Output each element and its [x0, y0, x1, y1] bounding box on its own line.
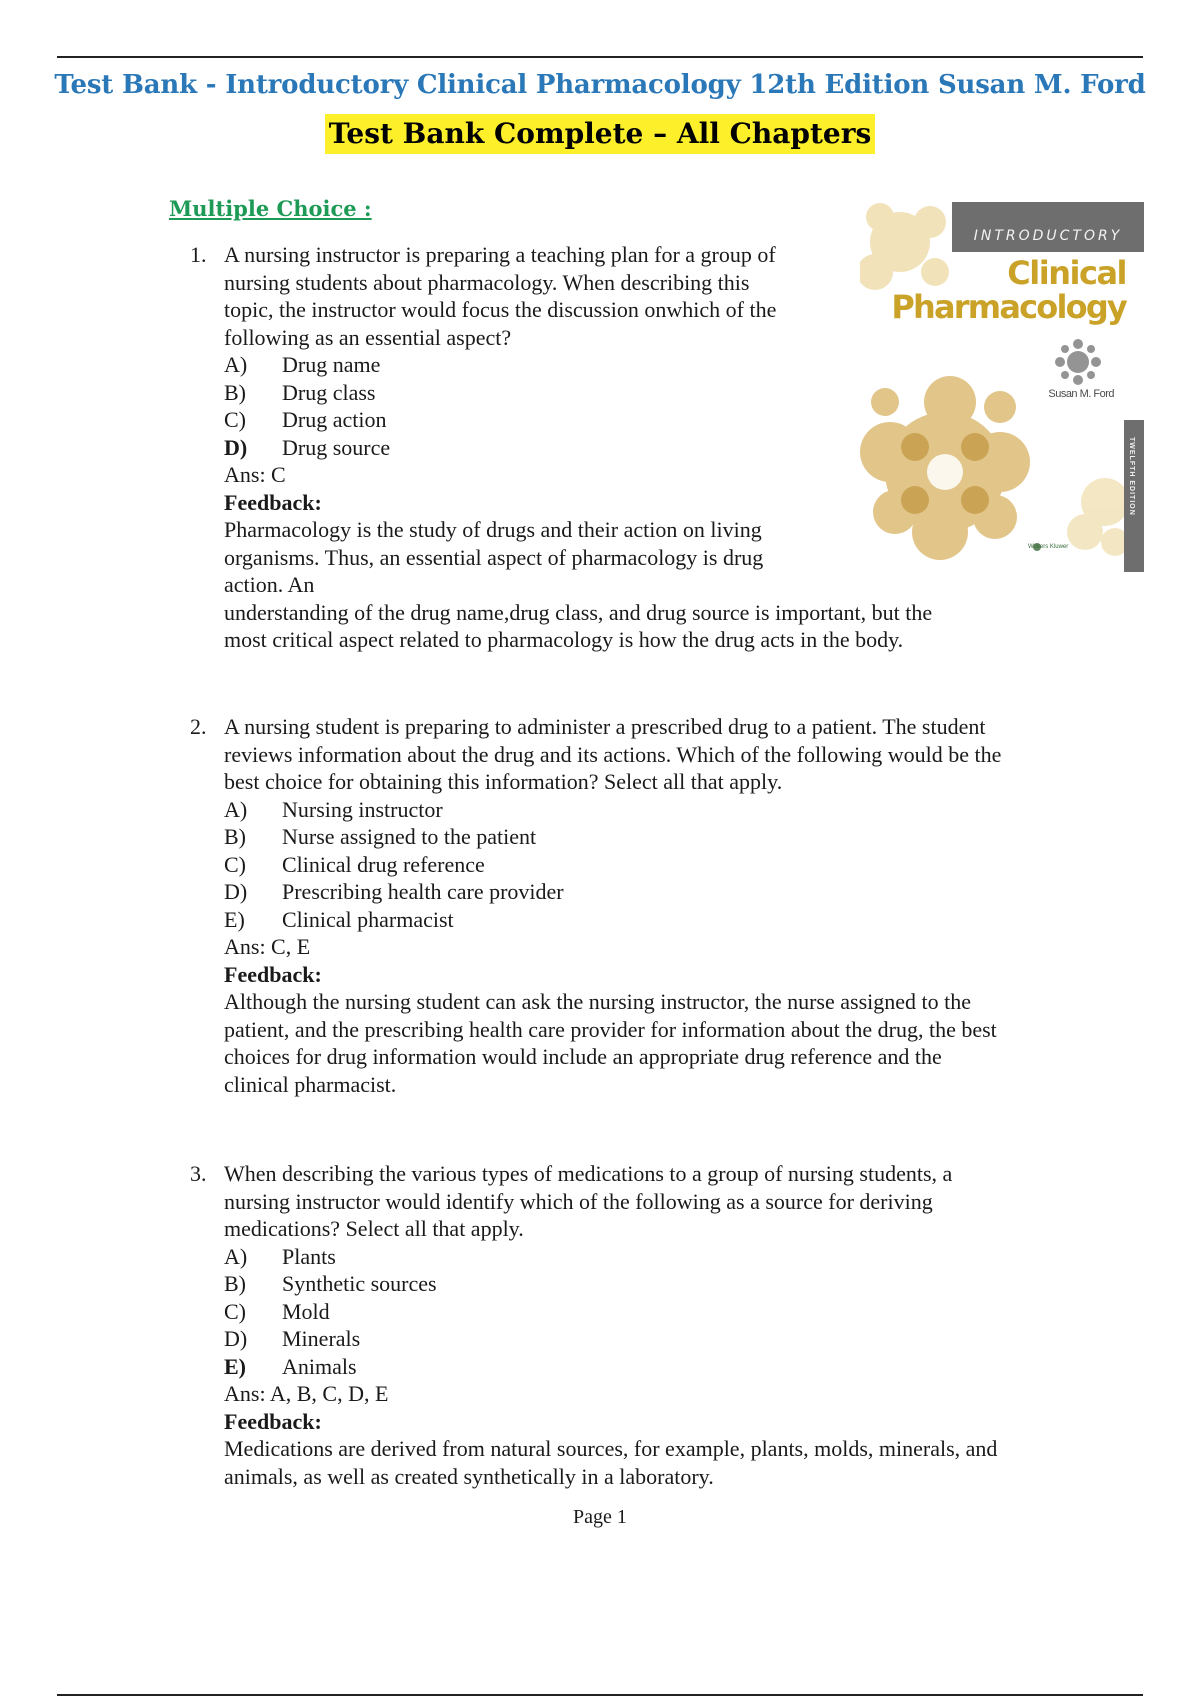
feedback-label: Feedback:: [224, 961, 322, 987]
document-title: Test Bank - Introductory Clinical Pharmacology 12th Edition Susan M. Ford: [54, 70, 1146, 100]
cover-pharmacology-text: Pharmacology: [891, 288, 1126, 326]
cover-clinical-text: Clinical: [1007, 254, 1126, 292]
page-number: Page 1: [573, 1506, 627, 1528]
answer-option: [224, 406, 932, 434]
answer-option: [224, 878, 1001, 906]
feedback-line: understanding of the drug name,drug class, and drug source is important, but the: [224, 599, 933, 625]
feedback-line: action. An: [224, 572, 315, 597]
option-letter: E): [224, 906, 245, 932]
question-body: [224, 241, 932, 654]
option-text: Prescribing health care provider: [282, 879, 564, 904]
answer-option: [224, 1353, 997, 1381]
feedback-label: Feedback:: [224, 1408, 322, 1434]
feedback-label: Feedback:: [224, 489, 322, 515]
question-stem-line: following as an essential aspect?: [224, 324, 512, 350]
option-letter: E): [224, 1353, 246, 1379]
feedback-line: patient, and the prescribing health care provider for information about the drug, the best: [224, 1016, 997, 1042]
answer-option: [224, 1325, 997, 1353]
cover-edition: TWELFTH EDITION: [1128, 437, 1135, 516]
option-text: Drug class: [282, 379, 376, 405]
answer-option: [224, 351, 932, 379]
option-letter: A): [224, 352, 248, 377]
answer-line: Ans: C: [224, 462, 286, 487]
answer-option: [224, 823, 1001, 851]
feedback-line: choices for drug information would include an appropriate drug reference and the: [224, 1044, 942, 1069]
feedback-line: most critical aspect related to pharmacology is how the drug acts in the body.: [224, 627, 904, 652]
feedback-line: organisms. Thus, an essential aspect of pharmacology is drug: [224, 544, 764, 570]
answer-option: [224, 906, 1001, 934]
option-text: Drug name: [282, 352, 381, 377]
section-heading: Multiple Choice :: [169, 196, 372, 221]
option-letter: B): [224, 1271, 246, 1296]
option-letter: D): [224, 1326, 248, 1351]
question-stem-line: When describing the various types of medications to a group of nursing students, a: [224, 1161, 953, 1186]
option-text: Clinical pharmacist: [282, 906, 454, 932]
answer-option: [224, 851, 1001, 879]
answer-line: Ans: A, B, C, D, E: [224, 1381, 389, 1406]
option-text: Drug source: [282, 434, 391, 460]
feedback-line: Medications are derived from natural sources, for example, plants, molds, minerals, and: [224, 1436, 998, 1461]
question-stem-line: nursing students about pharmacology. When describing this: [224, 269, 750, 295]
cover-author: Susan M. Ford: [1048, 388, 1114, 400]
question-body: [224, 713, 1001, 1098]
cover-publisher: Wolters Kluwer: [1028, 544, 1069, 550]
cover-title-band: [952, 202, 1144, 252]
option-text: Synthetic sources: [282, 1271, 437, 1296]
question-stem-line: topic, the instructor would focus the discussion onwhich of the: [224, 297, 777, 322]
question-stem-line: nursing instructor would identify which of the following as a source for deriving: [224, 1188, 933, 1214]
option-text: Clinical drug reference: [282, 851, 485, 877]
option-letter: D): [224, 434, 248, 460]
option-letter: D): [224, 879, 248, 904]
feedback-line: animals, as well as created synthetically in a laboratory.: [224, 1463, 714, 1489]
option-letter: C): [224, 407, 246, 432]
answer-option: [224, 379, 932, 407]
document-subtitle: Test Bank Complete – All Chapters: [325, 114, 875, 154]
question-stem-line: reviews information about the drug and its actions. Which of the following would be the: [224, 741, 1002, 767]
answer-option: [224, 1298, 997, 1326]
answer-option: [224, 796, 1001, 824]
top-rule: [57, 56, 1143, 58]
option-letter: C): [224, 851, 246, 877]
answer-option: [224, 434, 932, 462]
question-body: [224, 1160, 997, 1490]
question-number: 1.: [190, 242, 207, 267]
document-subtitle-wrap: [0, 114, 1200, 154]
question-number: 2.: [190, 714, 207, 739]
option-letter: B): [224, 824, 246, 849]
answer-option: [224, 1243, 997, 1271]
question-stem-line: best choice for obtaining this information? Select all that apply.: [224, 769, 783, 794]
option-text: Plants: [282, 1243, 336, 1269]
feedback-line: Pharmacology is the study of drugs and their action on living: [224, 517, 762, 542]
cover-intro-text: INTRODUCTORY: [973, 228, 1123, 244]
feedback-line: Although the nursing student can ask the nursing instructor, the nurse assigned to the: [224, 989, 971, 1014]
option-letter: A): [224, 1243, 248, 1269]
question-stem-line: A nursing instructor is preparing a teaching plan for a group of: [224, 242, 776, 267]
option-text: Animals: [282, 1353, 357, 1379]
bottom-rule: [57, 1694, 1143, 1696]
feedback-line: clinical pharmacist.: [224, 1071, 397, 1097]
option-text: Mold: [282, 1298, 330, 1324]
option-text: Nursing instructor: [282, 796, 443, 822]
option-text: Minerals: [282, 1326, 361, 1351]
question-number: 3.: [190, 1161, 207, 1186]
answer-option: [224, 1270, 997, 1298]
option-text: Drug action: [282, 407, 387, 432]
option-letter: B): [224, 379, 246, 405]
option-letter: A): [224, 796, 248, 822]
question-stem-line: A nursing student is preparing to administer a prescribed drug to a patient. The student: [224, 714, 986, 739]
question-stem-line: medications? Select all that apply.: [224, 1216, 524, 1241]
option-text: Nurse assigned to the patient: [282, 824, 537, 849]
answer-line: Ans: C, E: [224, 934, 311, 959]
option-letter: C): [224, 1298, 246, 1324]
